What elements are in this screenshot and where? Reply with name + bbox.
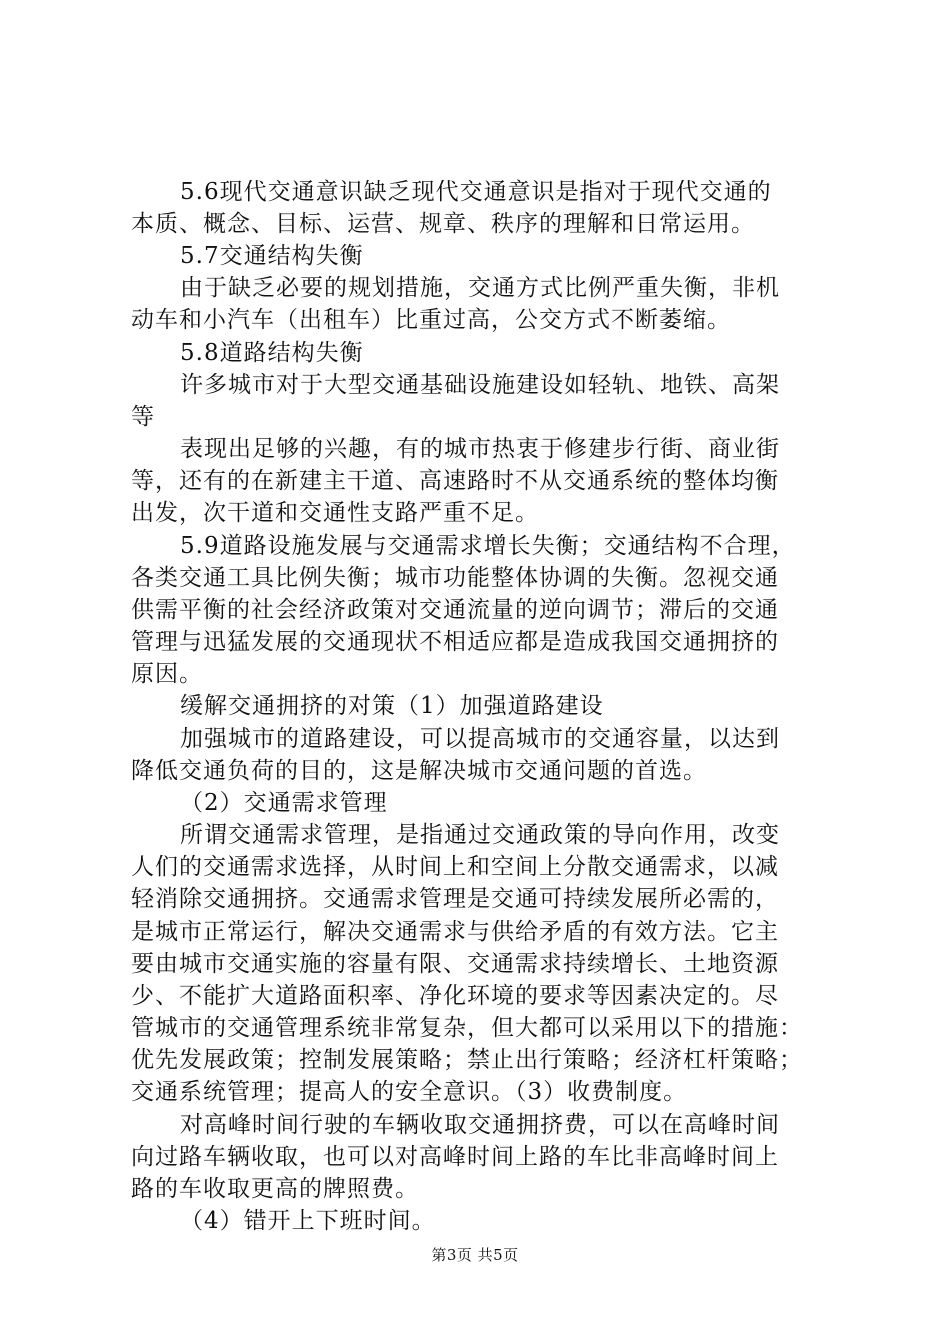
text-line: 5.9道路设施发展与交通需求增长失衡；交通结构不合理， bbox=[180, 533, 796, 559]
text-line: 人们的交通需求选择，从时间上和空间上分散交通需求，以减 bbox=[131, 854, 779, 880]
text-line: 等，还有的在新建主干道、高速路时不从交通系统的整体均衡 bbox=[131, 468, 779, 494]
text-line: 5.6现代交通意识缺乏现代交通意识是指对于现代交通的 bbox=[180, 179, 772, 205]
text-line: 表现出足够的兴趣，有的城市热衷于修建步行街、商业街 bbox=[180, 436, 780, 462]
text-line: 供需平衡的社会经济政策对交通流量的逆向调节；滞后的交通 bbox=[131, 597, 779, 623]
text-line: 优先发展政策；控制发展策略；禁止出行策略；经济杠杆策略； bbox=[131, 1047, 803, 1073]
section-heading: （2）交通需求管理 bbox=[180, 790, 388, 816]
page-number-footer: 第3页 共5页 bbox=[431, 1246, 519, 1264]
section-heading: 缓解交通拥挤的对策（1）加强道路建设 bbox=[180, 693, 604, 719]
text-line: 轻消除交通拥挤。交通需求管理是交通可持续发展所必需的， bbox=[131, 886, 779, 912]
text-line: 加强城市的道路建设，可以提高城市的交通容量，以达到 bbox=[180, 726, 780, 752]
text-line: 管城市的交通管理系统非常复杂，但大都可以采用以下的措施： bbox=[131, 1015, 803, 1041]
text-line: 向过路车辆收取，也可以对高峰时间上路的车比非高峰时间上 bbox=[131, 1144, 779, 1170]
text-line: 由于缺乏必要的规划措施，交通方式比例严重失衡，非机 bbox=[180, 275, 780, 301]
text-line: 少、不能扩大道路面积率、净化环境的要求等因素决定的。尽 bbox=[131, 983, 779, 1009]
section-heading: （4）错开上下班时间。 bbox=[180, 1208, 436, 1234]
text-line: 管理与迅猛发展的交通现状不相适应都是造成我国交通拥挤的 bbox=[131, 629, 779, 655]
text-line: 本质、概念、目标、运营、规章、秩序的理解和日常运用。 bbox=[131, 211, 755, 237]
text-line: 动车和小汽车（出租车）比重过高，公交方式不断萎缩。 bbox=[131, 307, 731, 333]
text-line: 各类交通工具比例失衡；城市功能整体协调的失衡。忽视交通 bbox=[131, 565, 779, 591]
text-line: 等 bbox=[131, 404, 155, 430]
text-line: 出发，次干道和交通性支路严重不足。 bbox=[131, 500, 539, 526]
text-line: 对高峰时间行驶的车辆收取交通拥挤费，可以在高峰时间 bbox=[180, 1112, 780, 1138]
text-line: 路的车收取更高的牌照费。 bbox=[131, 1176, 419, 1202]
text-line: 许多城市对于大型交通基础设施建设如轻轨、地铁、高架 bbox=[180, 372, 780, 398]
text-line: 要由城市交通实施的容量有限、交通需求持续增长、土地资源 bbox=[131, 951, 779, 977]
text-line: 所谓交通需求管理，是指通过交通政策的导向作用，改变 bbox=[180, 822, 780, 848]
text-line: 原因。 bbox=[131, 661, 203, 687]
text-line: 交通系统管理；提高人的安全意识。（3）收费制度。 bbox=[131, 1079, 688, 1105]
text-line: 降低交通负荷的目的，这是解决城市交通问题的首选。 bbox=[131, 758, 707, 784]
section-heading: 5.8道路结构失衡 bbox=[180, 340, 364, 366]
section-heading: 5.7交通结构失衡 bbox=[180, 243, 364, 269]
text-line: 是城市正常运行，解决交通需求与供给矛盾的有效方法。它主 bbox=[131, 919, 779, 945]
